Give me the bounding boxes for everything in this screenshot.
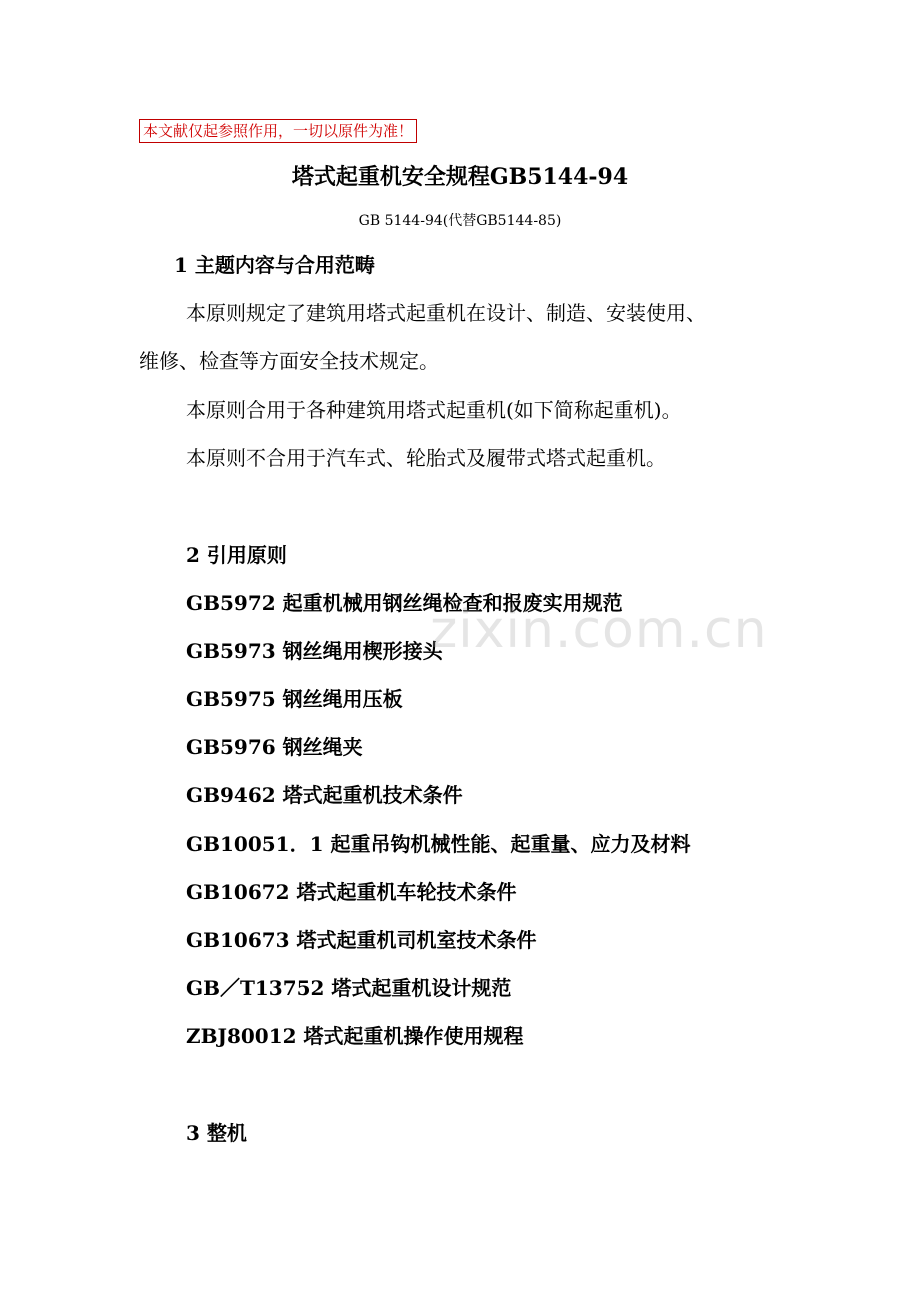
disclaimer-notice: 本文献仅起参照作用，一切以原件为准！ [139, 119, 417, 143]
reference-item: GB9462 塔式起重机技术条件 [186, 783, 463, 807]
watermark: zixin.com.cn [430, 600, 768, 660]
section-1-paragraph-3: 本原则不合用于汽车式、轮胎式及履带式塔式起重机。 [186, 446, 666, 470]
document-title: 塔式起重机安全规程GB5144-94 [291, 164, 629, 190]
reference-item: GB5972 起重机械用钢丝绳检查和报废实用规范 [186, 591, 623, 615]
section-1-heading: 1 主题内容与合用范畴 [174, 253, 375, 277]
reference-item: GB10672 塔式起重机车轮技术条件 [186, 880, 517, 904]
document-subtitle: GB 5144-94(代替GB5144-85) [358, 213, 562, 229]
section-1-paragraph-1-line-1: 本原则规定了建筑用塔式起重机在设计、制造、安装使用、 [186, 301, 706, 325]
section-2-heading: 2 引用原则 [186, 543, 287, 567]
reference-item: ZBJ80012 塔式起重机操作使用规程 [186, 1024, 524, 1048]
reference-item: GB5973 钢丝绳用楔形接头 [186, 639, 443, 663]
reference-item: GB5976 钢丝绳夹 [186, 735, 363, 759]
reference-item: GB10051．1 起重吊钩机械性能、起重量、应力及材料 [186, 832, 691, 856]
reference-item: GB／T13752 塔式起重机设计规范 [186, 976, 512, 1000]
section-3-heading: 3 整机 [186, 1121, 247, 1145]
section-1-paragraph-1-line-2: 维修、检查等方面安全技术规定。 [139, 349, 439, 373]
section-1-paragraph-2: 本原则合用于各种建筑用塔式起重机(如下简称起重机)。 [186, 398, 682, 422]
reference-item: GB5975 钢丝绳用压板 [186, 687, 403, 711]
reference-item: GB10673 塔式起重机司机室技术条件 [186, 928, 537, 952]
